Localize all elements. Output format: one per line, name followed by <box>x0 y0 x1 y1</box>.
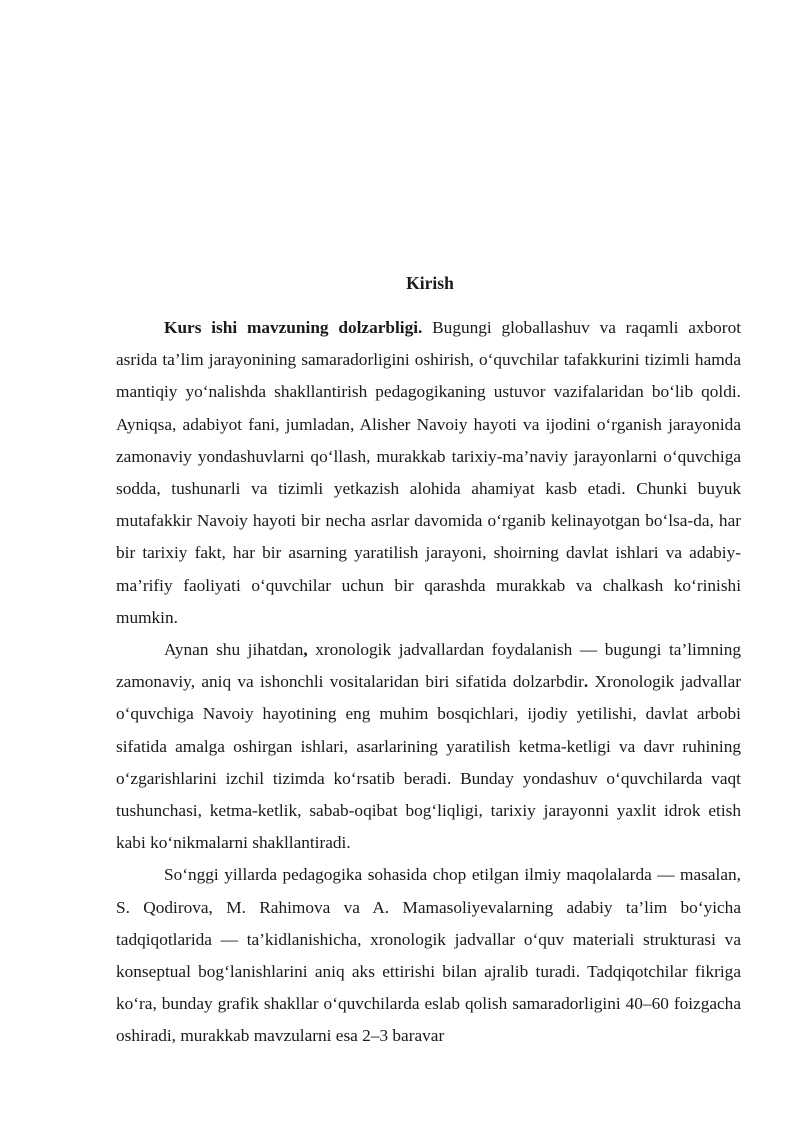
paragraph-2 <box>116 634 741 859</box>
section-heading: Kirish <box>406 273 454 293</box>
paragraph-1-text: Bugungi globallashuv va raqamli axborot asrida ta’lim jarayonining samaradorligini oshirish, o‘quvchilar tafakkurini tizimli hamda mantiqiy yo‘nalishda shakllantirish pedagogikaning ustuvor vazifalaridan bo‘lib qoldi. Ayniqsa, adabiyot fani, jumladan, Alisher Navoiy hayoti va ijodini o‘rganish jarayonida zamonaviy yondashuvlarni qo‘llash, murakkab tarixiy-ma’naviy jarayonlarni o‘quvchiga sodda, tushunarli va tizimli yetkazish alohida ahamiyat kasb etadi. Chunki buyuk mutafakkir Navoiy hayoti bir necha asrlar davomida o‘rganib kelinayotgan bo‘lsa-da, har bir tarixiy fakt, har bir asarning yaratilish jarayoni, shoirning davlat ishlari va adabiy-ma’rifiy faoliyati o‘quvchilar uchun bir qarashda murakkab va chalkash ko‘rinishi mumkin. <box>116 318 742 627</box>
paragraph-3 <box>116 859 741 1052</box>
paragraph-2-part3: Xronologik jadvallar o‘quvchiga Navoiy hayotining eng muhim bosqichlari, ijodiy yetilishi, davlat arbobi sifatida amalga oshirgan ishlari, asarlarining yaratilish ketma-ketligi va davr ruhining o‘zgarishlarini izchil tizimda ko‘rsatib beradi. Bunday yondashuv o‘quvchilarda vaqt tushunchasi, ketma-ketlik, sabab-oqibat bog‘liqligi, tarixiy jarayonni yaxlit idrok etish kabi ko‘nikmalarni shakllantiradi. <box>116 672 741 853</box>
paragraph-2-comma: , <box>303 640 308 660</box>
paragraph-2-part2: xronologik jadvallardan foydalanish — bugungi ta’limning zamonaviy, aniq va ishonchli vositalaridan biri sifatida dolzarbdir <box>116 640 741 692</box>
paragraph-lead: Kurs ishi mavzuning dolzarbligi. <box>164 318 423 337</box>
paragraph-1 <box>116 312 741 634</box>
paragraph-2-part1: Aynan shu jihatdan <box>164 640 304 660</box>
paragraph-2-period: . <box>583 672 589 692</box>
body-text <box>116 312 741 1053</box>
paragraph-3-text: So‘nggi yillarda pedagogika sohasida chop etilgan ilmiy maqolalarda — masalan, S. Qodirova, M. Rahimova va A. Mamasoliyevalarning adabiy ta’lim bo‘yicha tadqiqotlarida — ta’kidlanishicha, xronologik jadvallar o‘quv materiali strukturasi va konseptual bog‘lanishlarini aniq aks ettirishi bilan ajralib turadi. Tadqiqotchilar fikriga ko‘ra, bunday grafik shakllar o‘quvchilarda eslab qolish samaradorligini 40–60 foizgacha oshiradi, murakkab mavzularni esa 2–3 baravar <box>116 865 741 1046</box>
